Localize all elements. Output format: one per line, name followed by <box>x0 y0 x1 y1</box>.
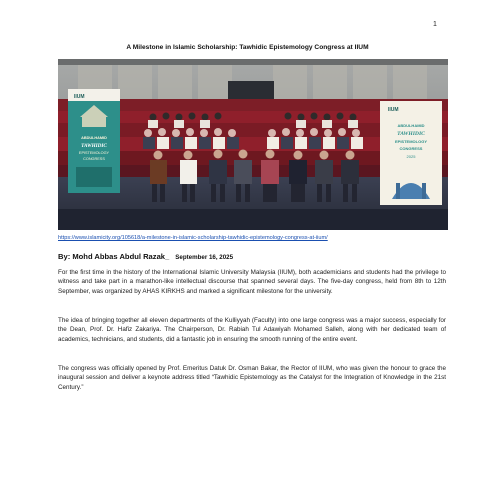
right-banner-line4: CONGRESS <box>399 146 423 151</box>
source-link[interactable]: https://www.islamicity.org/105618/a-milestone-in-islamic-scholarship-tawhidic-epistemology-congress-at-iium/ <box>58 235 328 241</box>
byline <box>58 252 233 261</box>
page-number: 1 <box>433 21 437 28</box>
left-banner-logo: IIUM <box>74 94 85 100</box>
left-banner-line1: TAWHIDIC <box>81 143 107 149</box>
paragraph-1: For the first time in the history of the International Islamic University Malaysia (IIUM), both academicians and students had the privilege to witness and take part in a marathon-like intellectual discourse that spanned several days. The five-day congress, held from 8th to 12th September, was organized by AHAS KIRKHS and marked a significant milestone for the university. <box>58 269 446 295</box>
left-banner-heading: ABDULHAMID <box>81 136 107 140</box>
publish-date: September 16, 2025 <box>175 254 234 261</box>
left-banner <box>68 89 120 193</box>
paragraph-2: The idea of bringing together all eleven departments of the Kulliyyah (Faculty) into one large congress was a major success, especially for the Dean, Prof. Dr. Hafiz Zakariya. The Chairperson, Dr. Rabiah Tul Adawiyah Mohamed Salleh, along with her dedicated team of academics, technicians, and students, did a fantastic job in ensuring the smooth running of the entire event. <box>58 317 446 343</box>
byline-separator: _ <box>165 252 170 261</box>
document-title: A Milestone in Islamic Scholarship: Tawhidic Epistemology Congress at IIUM <box>126 44 369 51</box>
ceiling <box>58 59 448 65</box>
right-banner-line5: 2025 <box>406 154 416 159</box>
paragraph-3: The congress was officially opened by Prof. Emeritus Datuk Dr. Osman Bakar, the Rector of IIUM, who was given the honour to grace the inaugural session and deliver a keynote address titled “Tawhidic Epistemology as the Catalyst for the Integration of Knowledge in the 21st Century.” <box>58 365 446 391</box>
right-banner-logo: IIUM <box>388 107 399 113</box>
right-banner-line3: EPISTEMOLOGY <box>394 139 428 144</box>
right-banner-line2: TAWHIDIC <box>397 131 425 137</box>
left-banner-line3: CONGRESS <box>83 157 105 161</box>
left-banner-line2: EPISTEMOLOGY <box>78 151 110 155</box>
right-banner-line1: ABDULHAMID <box>397 123 425 128</box>
projector-screen <box>228 81 274 101</box>
author-name: By: Mohd Abbas Abdul Razak <box>58 252 166 261</box>
group-photo <box>58 59 448 230</box>
right-banner <box>380 101 442 205</box>
